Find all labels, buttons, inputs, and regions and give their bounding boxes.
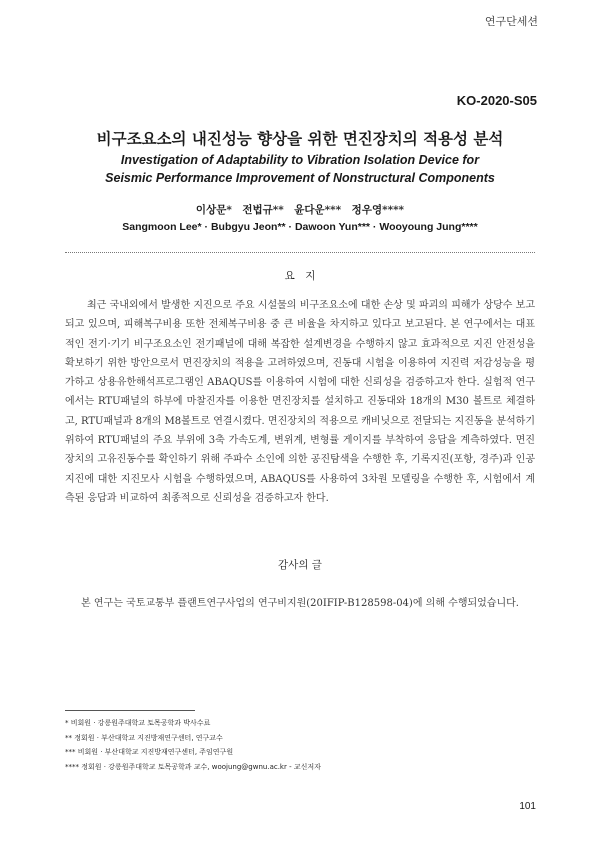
footnotes [65, 716, 321, 774]
authors-english: Sangmoon Lee* · Bubgyu Jeon** · Dawoon Yun*** · Wooyoung Jung**** [122, 221, 478, 233]
abstract-body: 최근 국내외에서 발생한 지진으로 주요 시설물의 비구조요소에 대한 손상 및 파괴의 피해가 상당수 보고되고 있으며, 피해복구비용 또한 전체복구비용 중 큰 비율을 차지하고 있다고 보고된다. 본 연구에서는 대표적인 전기·기기 비구조요소인 전기패널에 대해 복잡한 설계변경을 수행하지 않고 효과적으로 지진 안전성을 확보하기 위한 방안으로서 면진장치의 적용을 고려하였으며, 진동대 시험을 이용하여 지진력 저감성능을 평가하고 상용유한해석프로그램인 ABAQUS를 이용하여 시험에 대한 신뢰성을 검증하고자 한다. 실험적 연구에서는 RTU패널의 하부에 마찰진자를 이용한 면진장치를 설치하고 진동대와 18개의 M30 볼트로 체결하고, RTU패널과 8개의 M8볼트로 연결시켰다. 면진장치의 적용으로 캐비닛으로 전달되는 지진동을 분석하기 위하여 RTU패널의 주요 부위에 3축 가속도계, 변위계, 변형률 게이지를 부착하여 응답을 계측하였다. 면진장치의 고유진동수를 확인하기 위해 주파수 소인에 의한 공진탐색을 수행한 후, 기록지진(포항, 경주)과 인공지진에 대한 지진모사 시험을 수행하였으며, ABAQUS를 사용하여 3차원 모델링을 수행한 후, 시험에서 계측된 응답과 비교하여 최종적으로 신뢰성을 검증하고자 한다. [65, 300, 535, 504]
section-label: 연구단세션 [484, 15, 538, 28]
footnote-1: * 비회원 · 강릉원주대학교 토목공학과 박사수료 [65, 719, 211, 727]
footnote-2: ** 정회원 · 부산대학교 지진방재연구센터, 연구교수 [65, 733, 223, 742]
section-divider [65, 252, 535, 253]
footnote-rule [65, 710, 195, 711]
footnote-3: *** 비회원 · 부산대학교 지진방재연구센터, 주임연구원 [65, 748, 234, 756]
page-number: 101 [519, 801, 536, 812]
title-korean: 비구조요소의 내진성능 향상을 위한 면진장치의 적용성 분석 [96, 130, 504, 148]
acknowledgement-heading: 감사의 글 [278, 559, 322, 571]
title-english-line-2: Seismic Performance Improvement of Nonstructural Components [105, 171, 495, 185]
abstract-heading: 요 지 [284, 270, 316, 282]
paper-code: KO-2020-S05 [456, 93, 537, 108]
acknowledgement-body: 본 연구는 국토교통부 플랜트연구사업의 연구비지원(20IFIP-B128598-04)에 의해 수행되었습니다. [81, 598, 519, 609]
authors-korean: 이상문* 전법규** 윤다운*** 정우영**** [195, 204, 405, 216]
title-english-line-1: Investigation of Adaptability to Vibration Isolation Device for [120, 153, 480, 167]
footnote-4: **** 정회원 · 강릉원주대학교 토목공학과 교수, woojung@gwnu.ac.kr - 교신저자 [65, 762, 321, 771]
